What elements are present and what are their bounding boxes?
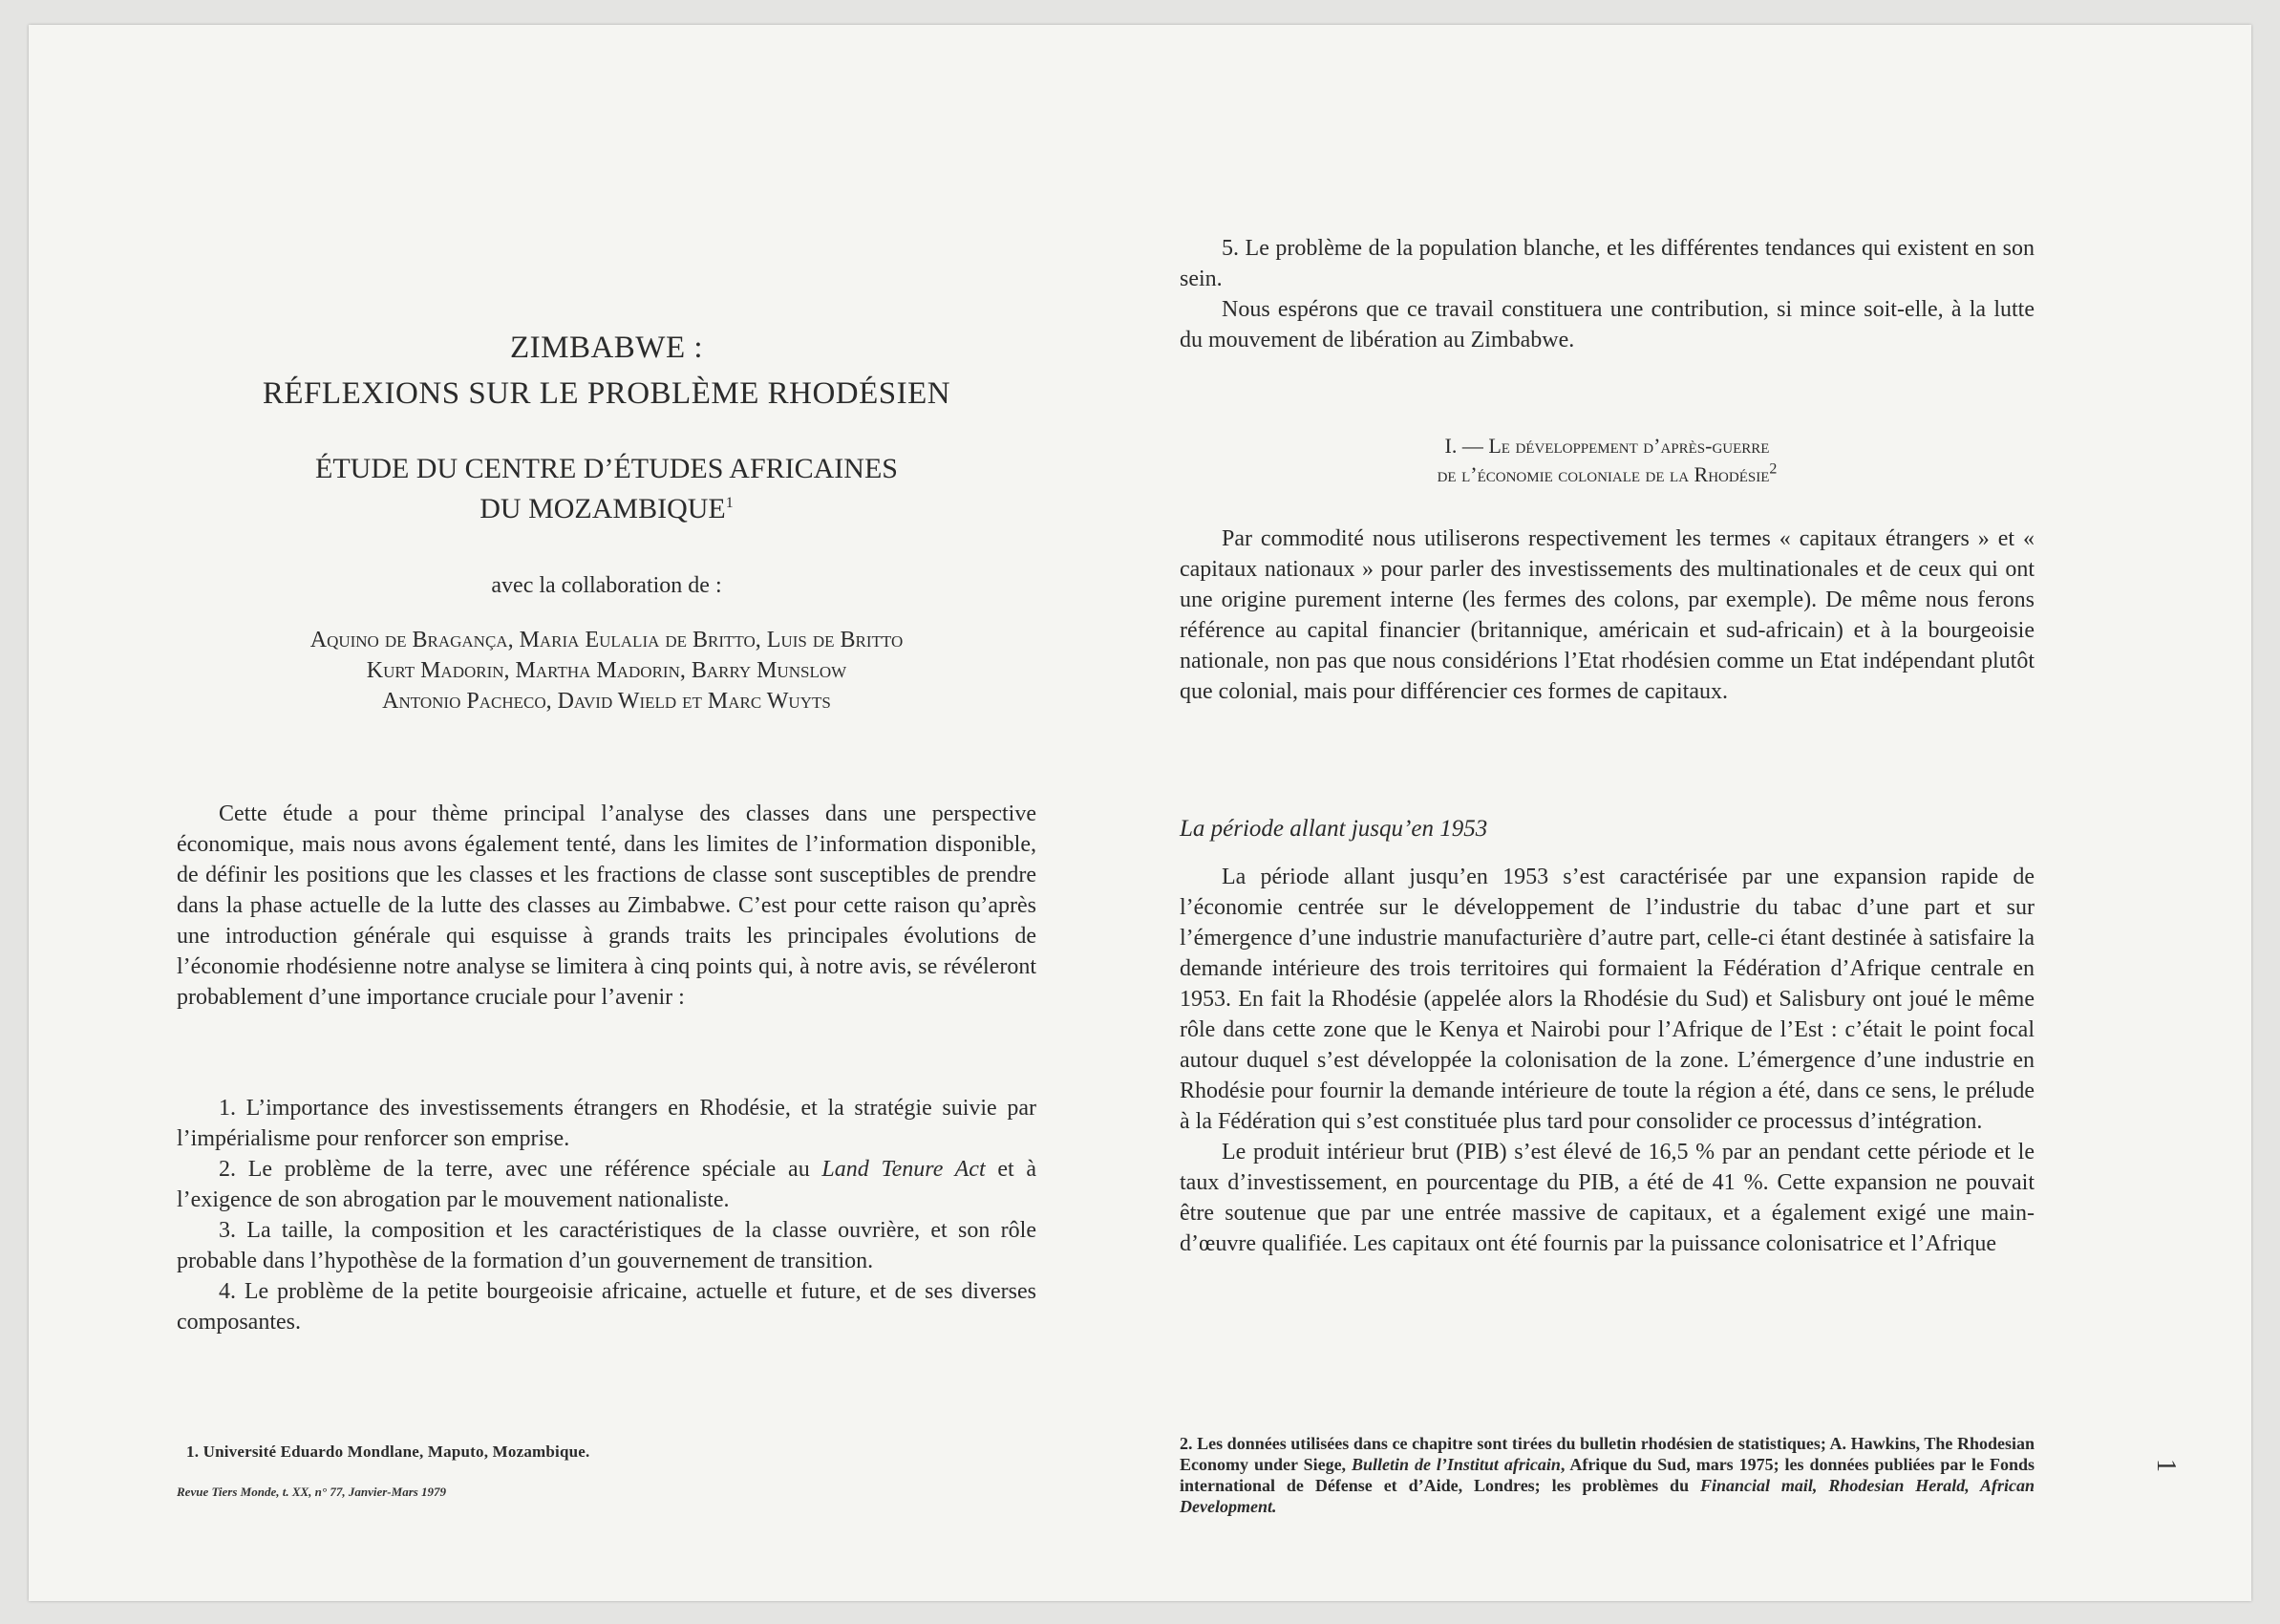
footnote-2: [1180, 1433, 2035, 1517]
list-item-2-italic: Land Tenure Act: [821, 1157, 986, 1182]
paragraph-period-1953: La période allant jusqu’en 1953 s’est caractérisée par une expansion rapide de l’économie centrée sur le développement de l’industrie du tabac d’une part et sur l’émergence d’une industrie manufacturière d’autre part, celle-ci étant destinée à satisfaire la demande intérieure des trois territoires qui formaient la Fédération d’Afrique centrale en 1953. En fait la Rhodésie (appelée alors la Rhodésie du Sud) et Salisbury ont joué le même rôle dans cette zone que le Kenya et Nairobi pour l’Afrique de l’Est : c’était le point focal autour duquel s’est développée la colonisation de la zone. L’émergence d’une industrie en Rhodésie pour fournir la demande intérieure de toute la région a été, dans ce sens, le prélude à la Fédération qui s’est constituée plus tard pour consolider ce processus d’intégration.: [1180, 865, 2035, 1134]
paragraph-capitaux: Par commodité nous utiliserons respectivement les termes « capitaux étrangers » et « capitaux nationaux » pour parler des investissements des multinationales et de ceux qui ont une origine purement interne (les fermes des colons, par exemple). De même nous ferons référence au capital financier (britannique, américain et sud-africain) et à la bourgeoisie nationale, non pas que nous considérions l’Etat rhodésien comme un Etat indépendant plutôt que colonial, mais pour différencier ces formes de capitaux.: [1180, 526, 2035, 704]
section-heading-text: de l’économie coloniale de la Rhodésie: [1437, 462, 1770, 486]
article-title-line1: ZIMBABWE :: [509, 331, 704, 365]
hope-paragraph: Nous espérons que ce travail constituera une contribution, si mince soit-elle, à la lutte du mouvement de libération au Zimbabwe.: [1180, 297, 2035, 353]
author-list: [177, 625, 1036, 716]
author-line-3: Antonio Pacheco, David Wield et Marc Wuyts: [382, 689, 831, 714]
footnote-1: 1. Université Eduardo Mondlane, Maputo, Mozambique.: [186, 1442, 590, 1461]
page-number: 1: [2151, 1459, 2181, 1472]
author-line-2: Kurt Madorin, Martha Madorin, Barry Munslow: [366, 658, 847, 683]
list-item-1: 1. L’importance des investissements étrangers en Rhodésie, et la stratégie suivie par l’impérialisme pour renforcer son emprise.: [177, 1096, 1036, 1151]
collaboration-line: avec la collaboration de :: [491, 573, 722, 598]
paragraph-pib: Le produit intérieur brut (PIB) s’est élevé de 16,5 % par an pendant cette période et le taux d’investissement, en pourcentage du PIB, a été de 41 %. Cette expansion ne pouvait être soutenue que par une entrée massive de capitaux, et a également exigé une main-d’œuvre qualifiée. Les capitaux ont été fournis par la puissance colonisatrice et l’Afrique: [1180, 1140, 2035, 1256]
scanned-page: [29, 25, 2251, 1601]
article-subtitle-line2: [177, 493, 1036, 525]
list-item-2: [177, 1154, 1036, 1215]
list-item-2-text-b: et à l’exigence de son abrogation par le mouvement nationaliste.: [177, 1157, 1036, 1212]
footnote-marker-1: 1: [725, 495, 734, 511]
journal-source-line: Revue Tiers Monde, t. XX, n° 77, Janvier-Mars 1979: [177, 1485, 447, 1499]
article-subtitle-line1: ÉTUDE DU CENTRE D’ÉTUDES AFRICAINES: [315, 453, 898, 484]
list-item-5: 5. Le problème de la population blanche, et les différentes tendances qui existent en son sein.: [1180, 236, 2035, 291]
subtitle-text: DU MOZAMBIQUE: [479, 493, 726, 524]
section-heading-line1: I. — Le développement d’après-guerre: [1444, 434, 1770, 458]
intro-paragraph: Cette étude a pour thème principal l’analyse des classes dans une perspective économique, mais nous avons également tenté, dans les limites de l’information disponible, de définir les positions que les classes et les fractions de classe sont susceptibles de prendre dans la phase actuelle de la lutte des classes au Zimbabwe. C’est pour cette raison qu’après une introduction générale qui esquisse à grands traits les principales évolutions de l’économie rhodésienne notre analyse se limitera à cinq points qui, à notre avis, se révéleront probablement d’une importance cruciale pour l’avenir :: [177, 801, 1036, 1010]
list-item-2-text-a: 2. Le problème de la terre, avec une référence spéciale au: [219, 1157, 822, 1182]
points-list: [177, 1093, 1036, 1337]
period-body: [1180, 862, 2035, 1259]
footnote-marker-2: 2: [1769, 460, 1778, 478]
footnote-2-italic-b: Financial mail, Rhodesian Herald, African Development.: [1180, 1476, 2035, 1516]
footnote-2-text-a: 2. Les données utilisées dans ce chapitre sont tirées du bulletin rhodésien de statistiques; A. Hawkins, The Rhodesian Economy under Siege,: [1180, 1434, 2035, 1474]
article-title-line2: RÉFLEXIONS SUR LE PROBLÈME RHODÉSIEN: [262, 376, 951, 411]
list-item-4: 4. Le problème de la petite bourgeoisie africaine, actuelle et future, et de ses diverses composantes.: [177, 1279, 1036, 1335]
author-line-1: Aquino de Bragança, Maria Eulalia de Britto, Luis de Britto: [309, 628, 904, 652]
section-heading-line2: [1180, 462, 2035, 487]
subheading-period: La période allant jusqu’en 1953: [1180, 816, 1488, 842]
footnote-2-italic-a: Bulletin de l’Institut africain: [1352, 1455, 1561, 1474]
list-item-3: 3. La taille, la composition et les caractéristiques de la classe ouvrière, et son rôle probable dans l’hypothèse de la formation d’un gouvernement de transition.: [177, 1218, 1036, 1273]
footnote-2-text-b: , Afrique du Sud, mars 1975; les données publiées par le Fonds international de Défense et d’Aide, Londres; les problèmes du: [1180, 1455, 2035, 1495]
right-intro: [1180, 233, 2035, 355]
